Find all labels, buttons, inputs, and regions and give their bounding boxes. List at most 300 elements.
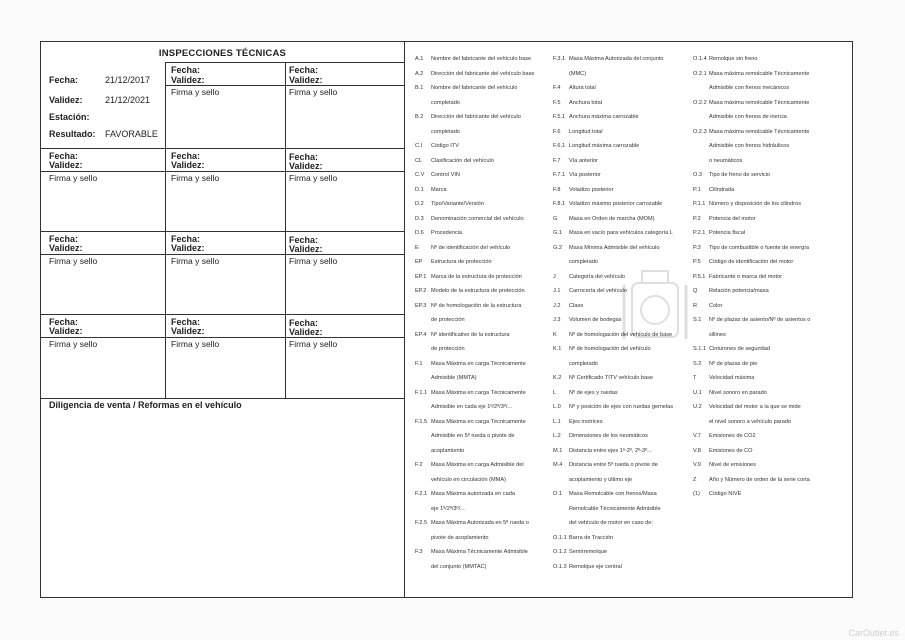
legend-code: EP.3: [415, 302, 427, 309]
legend-item: [693, 462, 756, 468]
firma-label: Firma y sello: [171, 173, 220, 183]
legend-text: Denominación comercial del vehículo: [431, 215, 524, 222]
watermark: CarOutlet.es: [848, 628, 899, 638]
legend-item: [553, 288, 627, 294]
legend-code: F.1: [415, 360, 423, 367]
legend-code: (1): [693, 491, 700, 497]
legend-code: P.5: [693, 259, 701, 265]
legend-item: [415, 477, 506, 483]
firma-label: Firma y sello: [289, 339, 338, 349]
legend-item: [415, 100, 460, 106]
legend-text: Nº de identificación del vehículo: [431, 244, 511, 251]
legend-text: eje 1º/2º/3º/...: [431, 505, 465, 512]
legend-item: [415, 114, 521, 120]
legend-item: [553, 404, 673, 410]
legend-text: Remolque eje central: [569, 563, 622, 570]
legend-code: O.1.4: [693, 56, 707, 62]
legend-text: Nombre del fabricante del vehículo base: [431, 56, 532, 62]
legend-item: [415, 216, 524, 222]
legend-code: O.2.3: [693, 128, 707, 135]
legend-code: O.1.3: [553, 563, 567, 570]
legend-item: [693, 143, 789, 149]
legend-text: pivote de acoplamiento: [431, 534, 489, 541]
diligencia-title: Diligencia de venta / Reformas en el vehículo: [49, 400, 242, 410]
legend-code: P.1.1: [693, 201, 706, 207]
legend-code: M.4: [553, 462, 563, 468]
legend-code: K.1: [553, 346, 562, 352]
legend-item: [553, 564, 622, 570]
column-divider: [165, 62, 166, 398]
validez-label: Validez:: [289, 244, 323, 254]
legend-text: Número y disposición de los cilindros: [709, 201, 802, 207]
legend-code: U.1: [693, 389, 702, 396]
legend-item: [553, 259, 598, 265]
row-divider: [41, 254, 404, 255]
legend-text: Masa máxima remolcable Técnicamente: [709, 70, 810, 77]
legend-item: [415, 506, 465, 512]
legend-item: [415, 187, 447, 193]
firma-label: Firma y sello: [171, 256, 220, 266]
legend-item: [415, 71, 535, 77]
legend-text: Nº de plazas de pie: [709, 360, 758, 367]
legend-code: D.1: [415, 186, 424, 193]
legend-text: Nº y posición de ejes con ruedas gemelas: [569, 404, 674, 410]
legend-text: Volumen de bodegas: [569, 317, 622, 323]
legend-code: A.2: [415, 70, 424, 77]
legend-item: [553, 216, 655, 222]
legend-item: [415, 158, 494, 164]
legend-item: [693, 100, 809, 106]
legend-code: O.2.1: [693, 70, 707, 77]
legend-code: F.3: [415, 549, 423, 555]
legend-code: F.1.1: [415, 389, 428, 396]
legend-item: [693, 158, 742, 164]
row-divider: [41, 398, 404, 399]
legend-text: Admisible en cada eje 1º/2º/3º/...: [431, 404, 513, 410]
legend-item: [553, 274, 625, 280]
row-divider: [41, 337, 404, 338]
legend-code: P.2: [693, 215, 701, 222]
row-divider: [41, 314, 404, 315]
validez-label: Validez:: [289, 327, 323, 337]
legend-text: Modelo de la estructura de protección: [431, 288, 525, 294]
legend-code: F.1.5: [415, 418, 428, 425]
fecha-label: Fecha:: [49, 75, 79, 85]
legend-text: Categoría del vehículo: [569, 273, 625, 280]
legend-code: D.3: [415, 215, 424, 222]
legend-code: S.1: [693, 317, 702, 323]
resultado-value: FAVORABLE: [105, 129, 158, 139]
legend-text: Nº identificativo de la estructura: [431, 331, 510, 338]
legend-item: [415, 274, 522, 280]
legend-code: F.2.1: [415, 491, 428, 497]
legend-text: Masa Máxima en carga Técnicamente: [431, 360, 526, 367]
legend-item: [415, 433, 515, 439]
legend-code: Z: [693, 476, 697, 483]
legend-text: Anchura máxima carrozable: [569, 114, 639, 120]
legend-item: [553, 129, 603, 135]
legend-text: completado: [569, 360, 598, 367]
legend-text: Masa Mínima Admisible del vehículo: [569, 244, 660, 251]
legend-item: [415, 404, 512, 410]
legend-code: L.0: [553, 404, 561, 410]
legend-item: [693, 375, 754, 381]
legend-text: vehículo en circulación (MMA): [431, 476, 506, 483]
legend-code: R: [693, 302, 698, 309]
row-divider: [165, 85, 404, 86]
legend-item: [553, 172, 601, 178]
legend-item: [415, 143, 459, 149]
legend-item: [415, 375, 477, 381]
fecha-label: Fecha:: [289, 318, 319, 328]
legend-code: E: [415, 244, 419, 251]
legend-text: Procedencia: [431, 230, 463, 236]
legend-code: C.I: [415, 143, 423, 149]
legend-text: sillines: [709, 331, 726, 338]
legend-item: [415, 303, 521, 309]
legend-text: del conjunto (MMTAC): [431, 563, 487, 570]
legend-code: F.3.1: [553, 56, 566, 62]
legend-item: [693, 361, 757, 367]
legend-text: Admisible (MMTA): [431, 375, 477, 381]
column-divider: [285, 62, 286, 398]
legend-text: Carrocería del vehículo: [569, 288, 627, 294]
legend-item: [415, 346, 465, 352]
legend-item: [693, 477, 810, 483]
legend-text: Código ITV: [431, 143, 459, 149]
legend-item: [553, 230, 673, 236]
legend-code: V.8: [693, 447, 701, 454]
legend-item: [553, 462, 658, 468]
coat-of-arms-stamp: [620, 265, 690, 355]
legend-text: acoplamiento: [431, 447, 465, 454]
legend-text: Admisible con frenos hidráulicos: [709, 143, 790, 149]
firma-label: Firma y sello: [289, 256, 338, 266]
legend-text: Voladizo posterior: [569, 186, 614, 193]
legend-text: Dirección del fabricante del vehículo: [431, 114, 521, 120]
fecha-label: Fecha:: [289, 152, 319, 162]
legend-text: Nivel de emisiones: [709, 462, 756, 468]
legend-item: [553, 158, 598, 164]
legend-text: de protección: [431, 317, 465, 323]
legend-code: V.7: [693, 433, 701, 439]
legend-text: Velocidad del motor a la que se mide: [709, 404, 801, 410]
legend-text: de protección: [431, 346, 465, 352]
legend-text: Año y Número de orden de la serie corta: [709, 476, 810, 483]
fecha-label: Fecha:: [171, 234, 201, 244]
validez-label: Validez:: [49, 160, 83, 170]
legend-code: D.6: [415, 230, 424, 236]
fecha-label: Fecha:: [171, 151, 201, 161]
legend-text: Fabricante o marca del motor: [709, 273, 783, 280]
legend-item: [693, 187, 734, 193]
legend-item: [553, 85, 596, 91]
legend-item: [553, 448, 652, 454]
legend-text: Cilindrada: [709, 186, 735, 193]
legend-code: S.1.1: [693, 346, 707, 352]
legend-text: Dimensiones de los neumáticos: [569, 433, 648, 439]
legend-code: EP: [415, 259, 423, 265]
legend-text: Nº de homologación del vehículo: [569, 346, 651, 352]
legend-item: [553, 100, 602, 106]
legend-code: L.2: [553, 433, 561, 439]
legend-text: Código de identificación del motor: [709, 259, 794, 265]
legend-text: Velocidad máxima: [709, 375, 755, 381]
legend-text: Admisible en 5ª rueda o pivote de: [431, 433, 515, 439]
legend-code: F.5.1: [553, 114, 566, 120]
legend-item: [415, 462, 524, 468]
legend-item: [553, 245, 659, 251]
firma-label: Firma y sello: [49, 256, 98, 266]
legend-text: Control VIN: [431, 172, 460, 178]
legend-code: K.2: [553, 375, 562, 381]
row-divider: [41, 148, 404, 149]
legend-item: [693, 332, 726, 338]
legend-code: M.1: [553, 447, 563, 454]
legend-code: J: [553, 273, 556, 280]
legend-item: [553, 317, 622, 323]
legend-code: F.8: [553, 186, 561, 193]
legend-text: Longitud total: [569, 128, 603, 135]
legend-item: [693, 216, 756, 222]
legend-code: F.2.5: [415, 520, 428, 526]
fecha-value: 21/12/2017: [105, 75, 151, 85]
validez-label: Validez:: [171, 326, 205, 336]
legend-text: Dirección del fabricante del vehículo base: [431, 70, 535, 77]
firma-label: Firma y sello: [289, 173, 338, 183]
inspection-sheet: [40, 41, 853, 598]
legend-text: Masa Máxima en carga Admisible del: [431, 462, 524, 468]
validez-label: Validez:: [289, 75, 323, 85]
legend-item: [415, 491, 515, 497]
legend-item: [553, 56, 664, 62]
fecha-label: Fecha:: [289, 235, 319, 245]
legend-item: [415, 230, 462, 236]
fecha-label: Fecha:: [49, 151, 79, 161]
row-divider: [41, 231, 404, 232]
legend-item: [553, 361, 598, 367]
legend-code: P.2.1: [693, 230, 706, 236]
legend-code: L.1: [553, 418, 561, 425]
validez-label: Validez:: [49, 243, 83, 253]
legend-code: T: [693, 375, 697, 381]
legend-code: L: [553, 389, 557, 396]
legend-code: O.2.2: [693, 99, 707, 106]
legend-code: F.5: [553, 99, 561, 106]
legend-code: EP.4: [415, 331, 427, 338]
legend-text: Clasificación del vehículo: [431, 157, 494, 164]
legend-text: Masa Máxima Técnicamente Admisible: [431, 549, 528, 555]
validez-label: Validez:: [289, 161, 323, 171]
legend-text: Barra de Tracción: [569, 534, 614, 541]
legend-text: Masa en Orden de marcha (MOM): [569, 215, 655, 222]
legend-item: [693, 288, 769, 294]
legend-code: G.1: [553, 230, 563, 236]
legend-text: Tipo/Variante/Versión: [431, 201, 484, 207]
legend-item: [693, 448, 753, 454]
legend-item: [415, 535, 489, 541]
legend-item: [693, 114, 787, 120]
legend-text: completado: [431, 128, 460, 135]
legend-code: D.2: [415, 201, 424, 207]
legend-code: J.3: [553, 317, 561, 323]
legend-text: Masa máxima remolcable Técnicamente: [709, 99, 810, 106]
legend-item: [415, 259, 492, 265]
legend-item: [553, 433, 648, 439]
legend-code: F.8.1: [553, 201, 566, 207]
legend-text: Color: [709, 302, 723, 309]
legend-text: Clase: [569, 302, 584, 309]
legend-item: [553, 491, 657, 497]
legend-code: F.7: [553, 157, 561, 164]
legend-code: G.2: [553, 244, 563, 251]
legend-text: Voladizo máximo posterior carrozable: [569, 201, 663, 207]
legend-text: Marca de la estructura de protección: [431, 273, 522, 280]
legend-text: Potencia del motor: [709, 215, 756, 222]
legend-item: [693, 172, 770, 178]
legend-text: (MMC): [569, 70, 587, 77]
legend-code: O.1.2: [553, 549, 567, 555]
legend-text: Nº de homologación de la estructura: [431, 302, 522, 309]
legend-item: [553, 506, 661, 512]
legend-text: Nº de homologación del vehículo de base: [569, 331, 673, 338]
legend-item: [693, 303, 722, 309]
legend-code: B.2: [415, 114, 424, 120]
legend-text: acoplamiento y último eje: [569, 476, 633, 483]
row-divider: [41, 171, 404, 172]
legend-item: [693, 274, 782, 280]
legend-text: Estructura de protección: [431, 259, 492, 265]
legend-text: Masa Remolcable con frenos/Masa: [569, 491, 657, 497]
legend-item: [693, 346, 770, 352]
inspections-panel: [41, 42, 405, 597]
legend-item: [553, 390, 618, 396]
legend-text: Masa Máxima autorizada en cada: [431, 491, 515, 497]
legend-item: [553, 187, 613, 193]
legend-item: [693, 259, 793, 265]
legend-text: Nº Certificado TITV vehículo base: [569, 375, 654, 381]
legend-item: [415, 129, 460, 135]
legend-code: O.1: [553, 491, 563, 497]
legend-text: Emisiones de CO: [709, 447, 753, 454]
legend-text: Distancia entre ejes 1º-2º, 2º-3º...: [569, 447, 652, 454]
legend-item: [415, 448, 464, 454]
legend-text: Nombre del fabricante del vehículo: [431, 85, 518, 91]
legend-code: F.2: [415, 462, 423, 468]
legend-item: [415, 56, 531, 62]
firma-label: Firma y sello: [289, 87, 338, 97]
fecha-label: Fecha:: [49, 317, 79, 327]
legend-item: [693, 85, 789, 91]
validez-label: Validez:: [49, 326, 83, 336]
legend-text: Anchura total: [569, 99, 602, 106]
legend-item: [415, 317, 465, 323]
legend-text: Tipo de combustible o fuente de energía: [709, 244, 809, 251]
legend-item: [553, 419, 603, 425]
legend-item: [693, 390, 767, 396]
legend-text: Masa en vacío para vehículos categoría L: [569, 230, 673, 236]
legend-code: P.3: [693, 244, 701, 251]
firma-label: Firma y sello: [171, 339, 220, 349]
legend-code: O.3: [693, 172, 703, 178]
legend-item: [415, 564, 487, 570]
legend-item: [693, 71, 809, 77]
legend-item: [553, 201, 662, 207]
legend-text: Tipo de freno de servicio: [709, 172, 771, 178]
legend-text: Masa Máxima Autorizada en 5ª rueda o: [431, 520, 529, 526]
legend-code: F.4: [553, 85, 561, 91]
fecha-label: Fecha:: [289, 65, 319, 75]
legend-text: el nivel sonoro a vehículo parado: [709, 418, 792, 425]
legend-item: [415, 172, 460, 178]
firma-label: Firma y sello: [171, 87, 220, 97]
inspections-title: INSPECCIONES TÉCNICAS: [158, 48, 287, 59]
resultado-label: Resultado:: [49, 129, 96, 139]
legend-text: Remolcable Técnicamente Admisible: [569, 505, 661, 512]
validez-label: Validez:: [171, 75, 205, 85]
firma-label: Firma y sello: [49, 173, 98, 183]
legend-text: Admisible con frenos de inercia: [709, 114, 787, 120]
validez-label: Validez:: [49, 95, 83, 105]
legend-item: [693, 129, 809, 135]
legend-code: P.1: [693, 186, 701, 193]
legend-text: Remolque sin freno: [709, 56, 758, 62]
legend-text: completado: [569, 259, 598, 265]
legend-item: [693, 491, 741, 497]
legend-text: Relación potencia/masa: [709, 288, 769, 294]
legend-code: P.5.1: [693, 273, 706, 280]
legend-text: Semirremolque: [569, 549, 607, 555]
legend-code: EP.2: [415, 288, 427, 294]
legend-text: Marca: [431, 186, 447, 193]
legend-code: U.2: [693, 404, 702, 410]
legend-code: A.1: [415, 56, 424, 62]
fecha-label: Fecha:: [171, 65, 201, 75]
legend-item: [693, 317, 810, 323]
estacion-label: Estación:: [49, 112, 90, 122]
legend-code: J.1: [553, 288, 561, 294]
legend-code: CL: [415, 157, 423, 164]
legend-text: Emisiones de CO2: [709, 433, 756, 439]
legend-text: o neumáticos: [709, 157, 743, 164]
legend-item: [415, 332, 510, 338]
firma-label: Firma y sello: [49, 339, 98, 349]
legend-code: J.2: [553, 302, 561, 309]
legend-item: [415, 361, 526, 367]
legend-text: Nº de plazas de asiento/Nº de asientos o: [709, 317, 811, 323]
legend-text: Cinturones de seguridad: [709, 346, 770, 352]
legend-item: [693, 419, 791, 425]
legend-text: Masa Máxima Autorizada del conjunto: [569, 56, 664, 62]
legend-text: Código NIVE: [709, 491, 742, 497]
legend-item: [415, 85, 517, 91]
legend-code: C.V: [415, 172, 425, 178]
legend-code: K: [553, 331, 557, 338]
legend-item: [693, 56, 758, 62]
legend-text: Admisible con frenos mecánicos: [709, 85, 790, 91]
legend-text: Distancia entre 5ª rueda o pivote de: [569, 462, 658, 468]
legend-code: S.2: [693, 360, 702, 367]
legend-item: [415, 245, 510, 251]
legend-item: [553, 114, 639, 120]
legend-code: F.7.1: [553, 172, 566, 178]
legend-item: [693, 201, 801, 207]
legend-item: [693, 433, 756, 439]
validez-label: Validez:: [171, 243, 205, 253]
legend-text: del vehículo de motor en caso de:: [569, 520, 653, 526]
legend-item: [693, 404, 801, 410]
legend-text: Vía anterior: [569, 157, 598, 164]
